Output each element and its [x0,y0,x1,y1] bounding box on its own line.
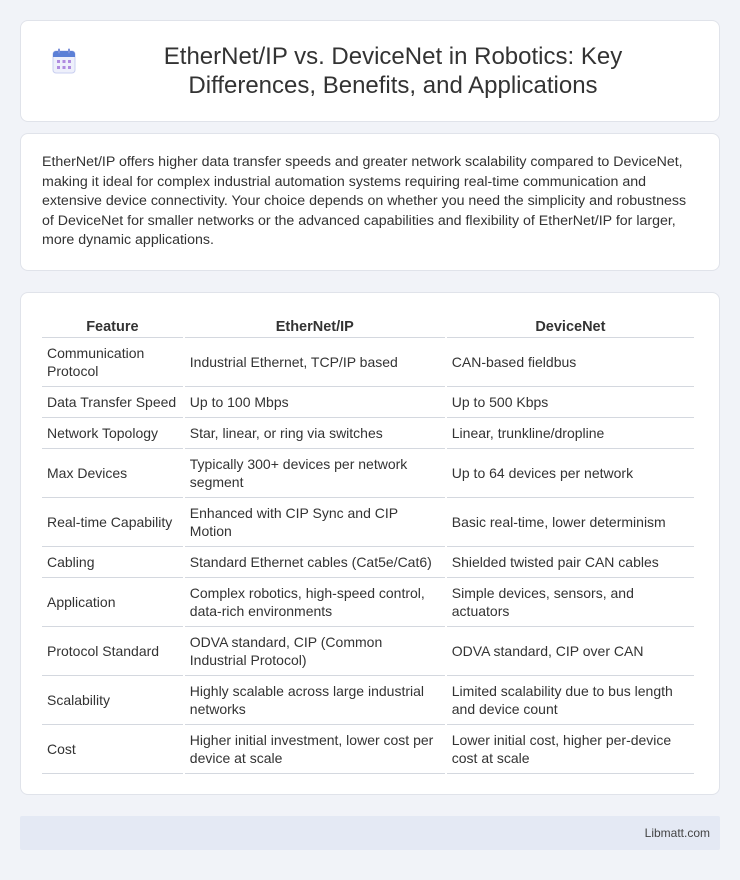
feature-cell: Data Transfer Speed [42,387,183,418]
page-title: EtherNet/IP vs. DeviceNet in Robotics: Key Differences, Benefits, and Applications [163,43,623,99]
calendar-icon [52,48,76,74]
feature-cell: Application [42,578,183,627]
devicenet-cell: Linear, trunkline/dropline [447,418,694,449]
ethernet-ip-cell: Star, linear, or ring via switches [185,418,445,449]
ethernet-ip-cell: ODVA standard, CIP (Common Industrial Protocol) [185,627,445,676]
devicenet-cell: Up to 500 Kbps [447,387,694,418]
feature-cell: Real-time Capability [42,498,183,547]
devicenet-cell: Limited scalability due to bus length and device count [447,676,694,725]
table-header-row [42,313,694,338]
ethernet-ip-cell: Enhanced with CIP Sync and CIP Motion [185,498,445,547]
footer-brand[interactable]: Libmatt.com [644,826,710,840]
devicenet-cell: Simple devices, sensors, and actuators [447,578,694,627]
feature-cell: Network Topology [42,418,183,449]
title-wrap [52,42,688,100]
feature-cell: Scalability [42,676,183,725]
ethernet-ip-cell: Complex robotics, high-speed control, data-rich environments [185,578,445,627]
table-row [42,627,694,676]
table-row [42,547,694,578]
feature-cell: Communication Protocol [42,338,183,387]
table-row [42,676,694,725]
ethernet-ip-cell: Up to 100 Mbps [185,387,445,418]
header-devicenet: DeviceNet [447,313,694,338]
header-feature: Feature [42,313,183,338]
comparison-table-card [20,292,720,795]
table-row [42,498,694,547]
table-row [42,387,694,418]
header-card [20,20,720,122]
devicenet-cell: CAN-based fieldbus [447,338,694,387]
devicenet-cell: Basic real-time, lower determinism [447,498,694,547]
footer-bar [20,816,720,850]
feature-cell: Cost [42,725,183,774]
table-row [42,338,694,387]
devicenet-cell: Up to 64 devices per network [447,449,694,498]
header-ethernet-ip: EtherNet/IP [185,313,445,338]
devicenet-cell: Lower initial cost, higher per-device cost at scale [447,725,694,774]
ethernet-ip-cell: Highly scalable across large industrial networks [185,676,445,725]
ethernet-ip-cell: Higher initial investment, lower cost per device at scale [185,725,445,774]
table-row [42,449,694,498]
table-row [42,578,694,627]
ethernet-ip-cell: Standard Ethernet cables (Cat5e/Cat6) [185,547,445,578]
ethernet-ip-cell: Typically 300+ devices per network segment [185,449,445,498]
devicenet-cell: Shielded twisted pair CAN cables [447,547,694,578]
feature-cell: Max Devices [42,449,183,498]
summary-card [20,133,720,271]
summary-text: EtherNet/IP offers higher data transfer speeds and greater network scalability compared to DeviceNet, making it ideal for complex industrial automation systems requiring real-time communication and extensive device connectivity. Your choice depends on whether you need the simplicity and robustness of DeviceNet for smaller networks or the advanced capabilities and flexibility of EtherNet/IP for larger, more dynamic applications. [42,154,687,248]
table-row [42,418,694,449]
table-row [42,725,694,774]
devicenet-cell: ODVA standard, CIP over CAN [447,627,694,676]
feature-cell: Protocol Standard [42,627,183,676]
ethernet-ip-cell: Industrial Ethernet, TCP/IP based [185,338,445,387]
comparison-table [40,313,696,774]
feature-cell: Cabling [42,547,183,578]
